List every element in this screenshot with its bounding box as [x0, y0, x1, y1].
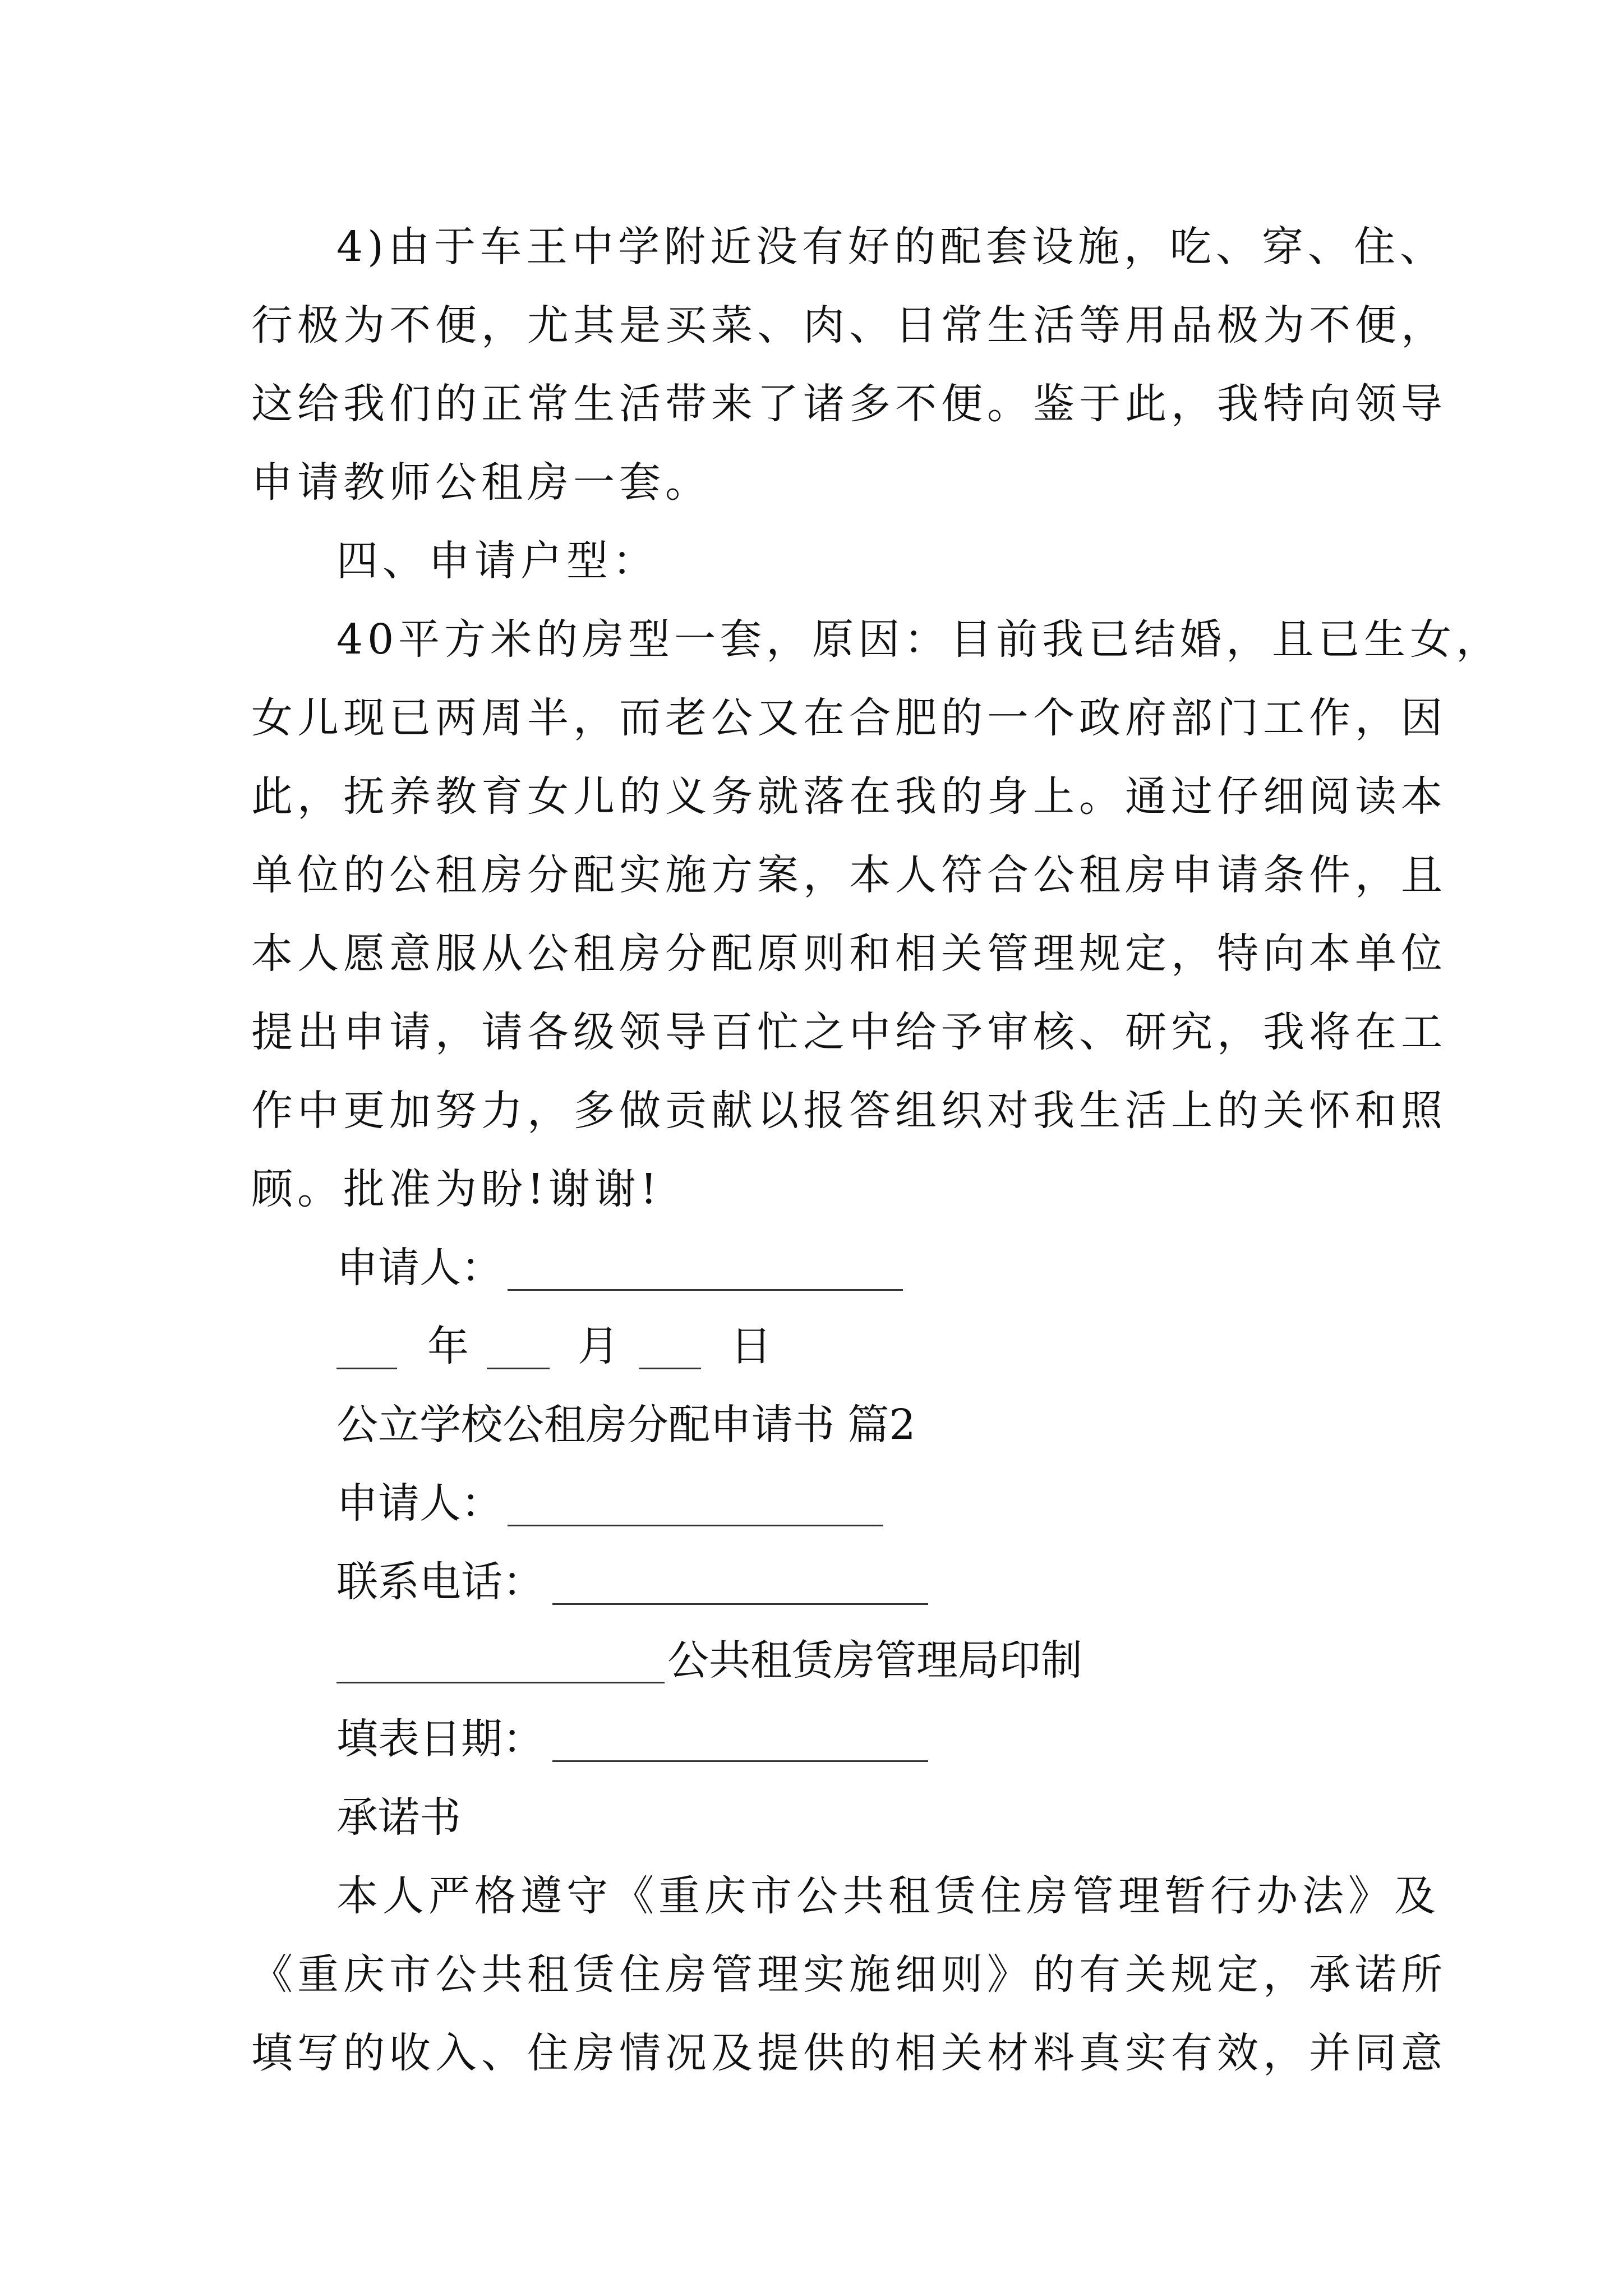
section-heading: 四、申请户型： — [336, 537, 658, 585]
fill-date-label: 填表日期： — [336, 1715, 544, 1763]
part2-title: 公立学校公租房分配申请书 篇2 — [336, 1401, 916, 1449]
applicant-label: 申请人： — [336, 1244, 502, 1292]
paragraph-4-line-1: 4)由于车王中学附近没有好的配套设施，吃、穿、住、 — [336, 223, 1446, 271]
printed-by-blank — [336, 1682, 665, 1683]
phone-label: 联系电话： — [336, 1558, 544, 1606]
paragraph-4-line-2: 行极为不便，尤其是买菜、肉、日常生活等用品极为不便， — [251, 301, 1447, 349]
commitment-heading: 承诺书 — [336, 1793, 461, 1842]
layout-paragraph-line-4: 单位的公租房分配实施方案，本人符合公租房申请条件，且 — [251, 851, 1447, 899]
phone-blank — [552, 1603, 928, 1605]
commitment-line-2: 《重庆市公共租赁住房管理实施细则》的有关规定，承诺所 — [251, 1950, 1447, 1999]
layout-paragraph-line-5: 本人愿意服从公租房分配原则和相关管理规定，特向本单位 — [251, 930, 1447, 978]
applicant-blank — [508, 1289, 903, 1291]
commitment-line-3: 填写的收入、住房情况及提供的相关材料真实有效，并同意 — [251, 2029, 1447, 2077]
month-blank — [487, 1368, 550, 1369]
layout-paragraph-line-7: 作中更加努力，多做贡献以报答组织对我生活上的关怀和照 — [251, 1087, 1447, 1135]
phone-line — [0, 1543, 1623, 1621]
fill-date-blank — [552, 1760, 928, 1762]
applicant-line-2 — [0, 1464, 1623, 1543]
date-line — [0, 1307, 1623, 1386]
fill-date-line — [0, 1700, 1623, 1778]
layout-paragraph-line-2: 女儿现已两周半，而老公又在合肥的一个政府部门工作，因 — [251, 694, 1447, 742]
applicant-label-2: 申请人： — [336, 1479, 502, 1527]
printed-by-label: 公共租赁房管理局印制 — [667, 1636, 1082, 1685]
day-label: 日 — [730, 1322, 772, 1370]
paragraph-4-line-4: 申请教师公租房一套。 — [251, 458, 711, 507]
paragraph-4-line-3: 这给我们的正常生活带来了诸多不便。鉴于此，我特向领导 — [251, 380, 1447, 428]
layout-paragraph-line-1: 40平方米的房型一套，原因：目前我已结婚，且已生女， — [336, 615, 1502, 664]
year-blank — [336, 1368, 397, 1369]
applicant-blank-2 — [508, 1525, 883, 1526]
applicant-line — [0, 1228, 1623, 1307]
year-label: 年 — [427, 1322, 469, 1370]
commitment-line-1: 本人严格遵守《重庆市公共租赁住房管理暂行办法》及 — [336, 1872, 1440, 1920]
day-blank — [639, 1368, 701, 1369]
layout-paragraph-line-3: 此，抚养教育女儿的义务就落在我的身上。通过仔细阅读本 — [251, 772, 1447, 821]
printed-by-line — [0, 1621, 1623, 1700]
layout-paragraph-line-6: 提出申请，请各级领导百忙之中给予审核、研究，我将在工 — [251, 1008, 1447, 1056]
layout-paragraph-line-8: 顾。批准为盼!谢谢! — [251, 1165, 662, 1213]
month-label: 月 — [578, 1322, 619, 1370]
